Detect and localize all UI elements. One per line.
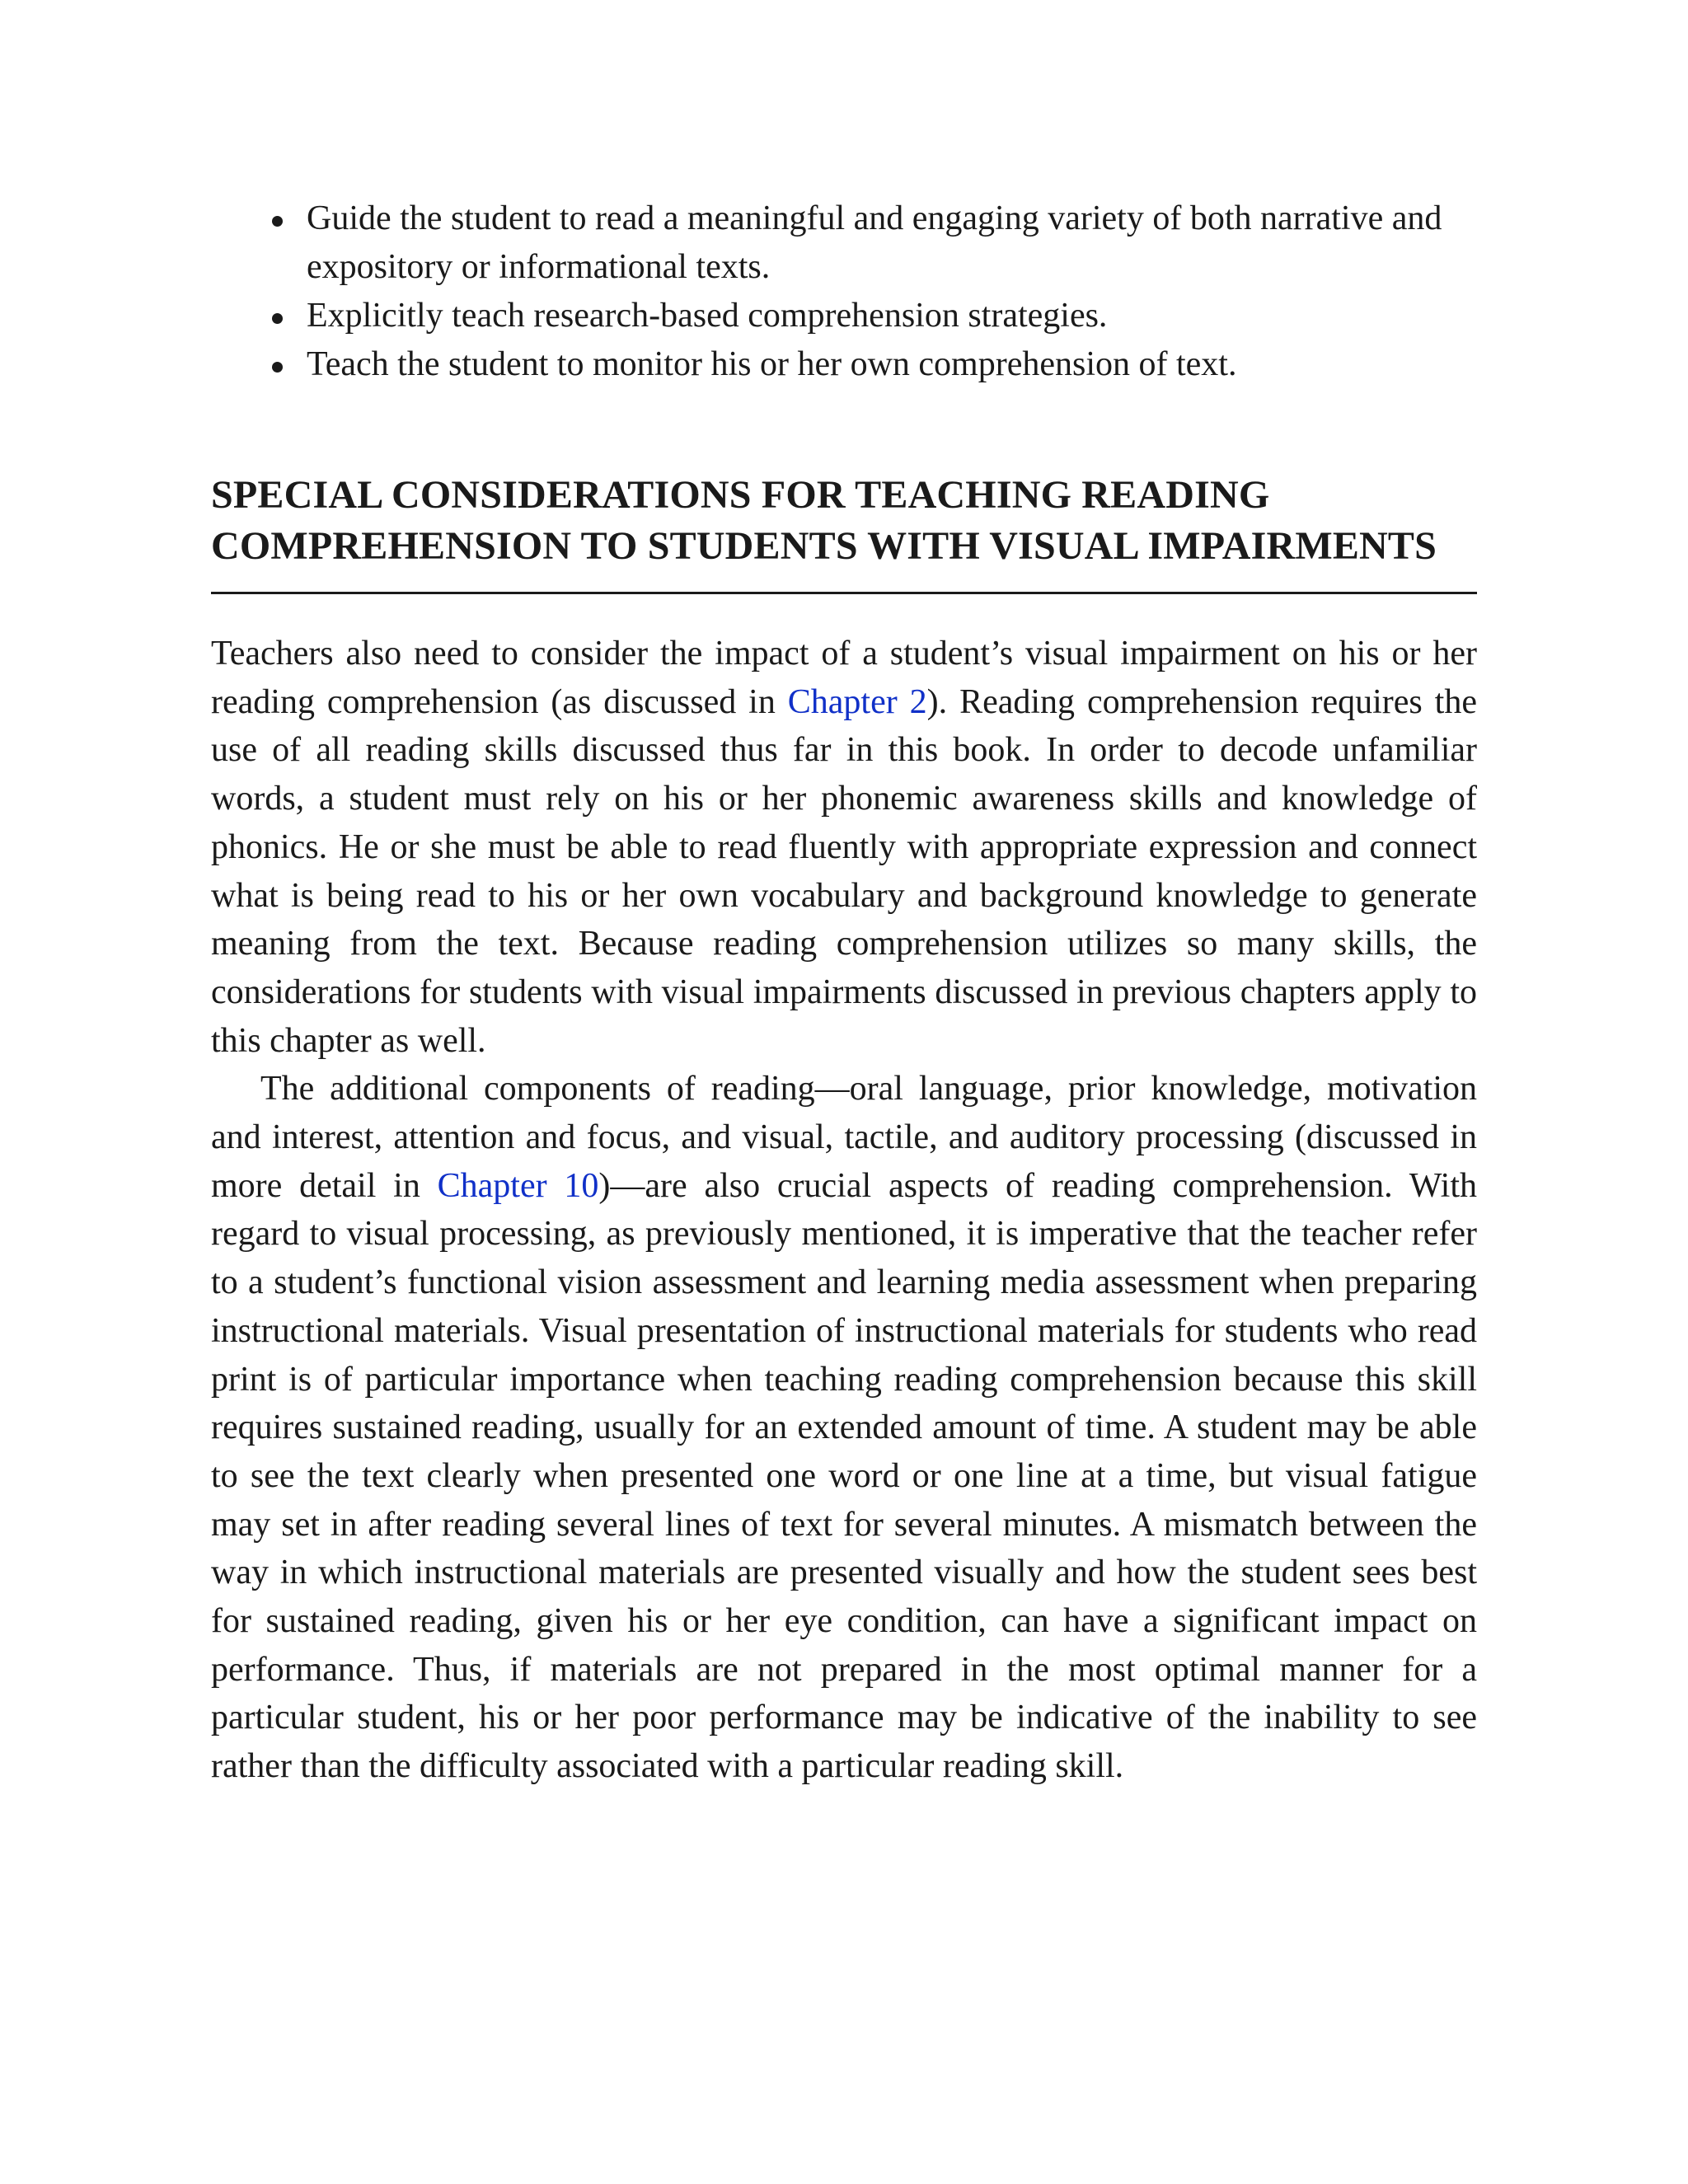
bullet-list bbox=[211, 194, 1477, 389]
bullet-item bbox=[211, 340, 1477, 389]
chapter-2-link[interactable]: Chapter 2 bbox=[787, 682, 927, 721]
document-page bbox=[211, 194, 1477, 1791]
body-paragraph-2 bbox=[211, 1065, 1477, 1791]
bullet-icon bbox=[272, 313, 283, 324]
bullet-icon bbox=[272, 216, 283, 227]
chapter-10-link[interactable]: Chapter 10 bbox=[437, 1166, 599, 1205]
heading-divider bbox=[211, 592, 1477, 594]
bullet-item bbox=[211, 194, 1477, 292]
paragraph-text: Teachers also need to consider the impact of a student’s visual impairment on his or her reading comprehension (as discussed in bbox=[211, 635, 1477, 721]
section-heading: SPECIAL CONSIDERATIONS FOR TEACHING READING COMPREHENSION TO STUDENTS WITH VISUAL IMPAIRMENTS bbox=[211, 473, 1437, 568]
paragraph-text: )—are also crucial aspects of reading comprehension. With regard to visual processing, as previously mentioned, it is imperative that the teacher refer to a student’s functional vision assessment and learning media assessment when preparing instructional materials. Visual presentation of instructional materials for students who read print is of particular importance when teaching reading comprehension because this skill requires sustained reading, usually for an extended amount of time. A student may be able to see the text clearly when presented one word or one line at a time, but visual fatigue may set in after reading several lines of text for several minutes. A mismatch between the way in which instructional materials are presented visually and how the student sees best for sustained reading, given his or her eye condition, can have a significant impact on performance. Thus, if materials are not prepared in the most optimal manner for a particular student, his or her poor performance may be indicative of the inability to see rather than the difficulty associated with a particular reading skill. bbox=[211, 1166, 1477, 1786]
bullet-text: Guide the student to read a meaningful and engaging variety of both narrative and expository or informational texts. bbox=[307, 199, 1442, 286]
paragraph-text: ). Reading comprehension requires the use of all reading skills discussed thus far in this book. In order to decode unfamiliar words, a student must rely on his or her phonemic awareness skills and knowledge of phonics. He or she must be able to read fluently with appropriate expression and connect what is being read to his or her own vocabulary and background knowledge to generate meaning from the text. Because reading comprehension utilizes so many skills, the considerations for students with visual impairments discussed in previous chapters apply to this chapter as well. bbox=[211, 682, 1477, 1060]
body-paragraph-1 bbox=[211, 630, 1477, 1065]
paragraph-text: The additional components of reading—oral language, prior knowledge, motivation and interest, attention and focus, and visual, tactile, and auditory processing (discussed in more detail in bbox=[211, 1070, 1477, 1205]
bullet-icon bbox=[272, 362, 283, 373]
bullet-item bbox=[211, 292, 1477, 340]
bullet-text: Teach the student to monitor his or her own comprehension of text. bbox=[307, 345, 1237, 383]
bullet-text: Explicitly teach research-based comprehension strategies. bbox=[307, 297, 1108, 335]
